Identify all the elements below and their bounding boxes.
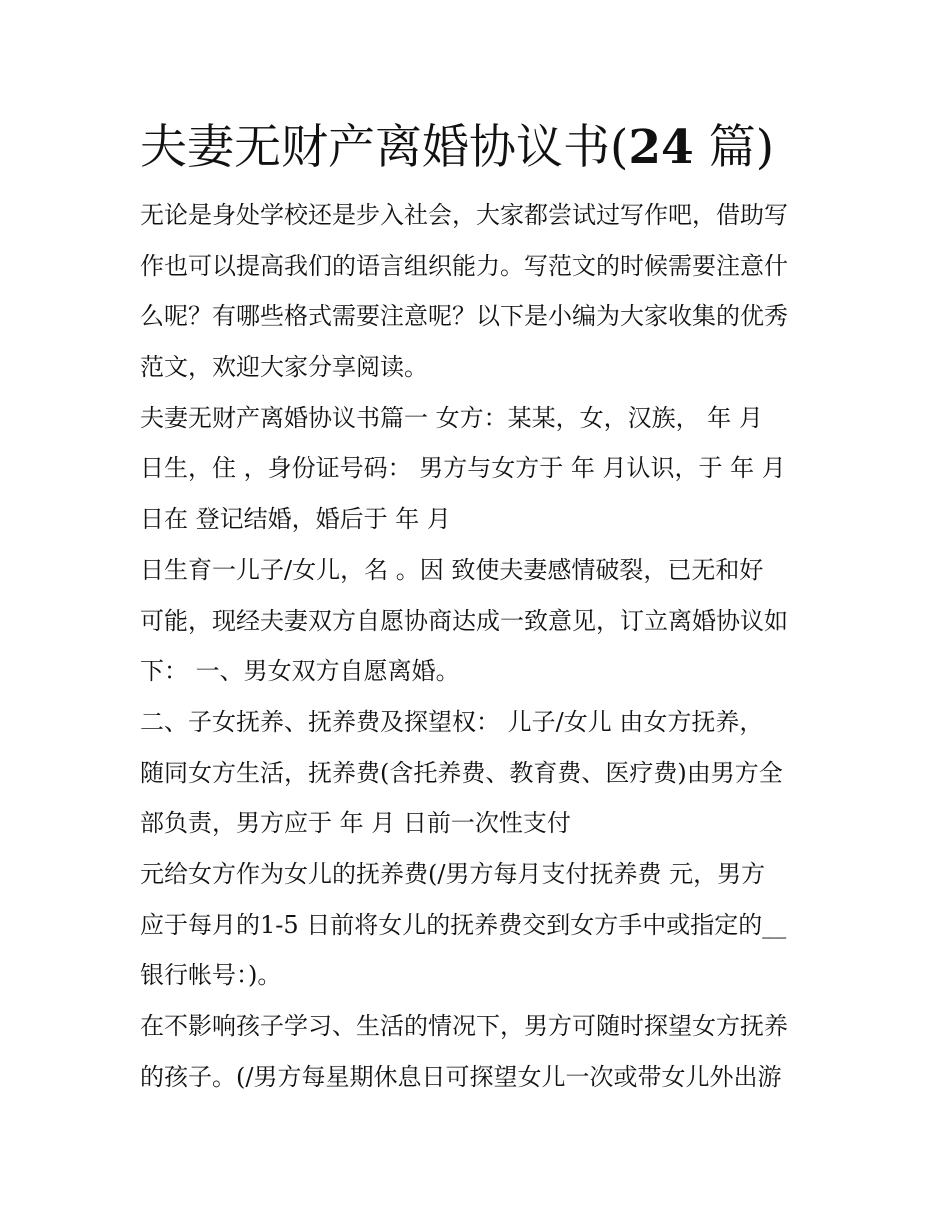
text-line: 应于每月的1-5 日前将女儿的抚养费交到女方手中或指定的__ bbox=[140, 910, 787, 939]
text-line: 银行帐号：)。 bbox=[140, 961, 282, 990]
title-tail: 篇) bbox=[693, 120, 775, 175]
title-count: 24 bbox=[628, 120, 694, 175]
text-line: 范文，欢迎大家分享阅读。 bbox=[140, 353, 428, 382]
text-line: 无论是身处学校还是步入社会，大家都尝试过写作吧，借助写 bbox=[140, 201, 788, 229]
text-line: 日在 登记结婚，婚后于 年 月 bbox=[140, 505, 451, 534]
text-line: 么呢？有哪些格式需要注意呢？以下是小编为大家收集的优秀 bbox=[140, 302, 788, 331]
title-text: 夫妻无财产离婚协议书( bbox=[140, 120, 629, 175]
text-line: 下： 一、男女双方自愿离婚。 bbox=[140, 657, 460, 686]
text-line: 作也可以提高我们的语言组织能力。写范文的时候需要注意什 bbox=[140, 251, 788, 280]
text-line: 日生，住 ，身份证号码： 男方与女方于 年 月认识，于 年 月 bbox=[140, 454, 786, 483]
text-line: 随同女方生活，抚养费(含托养费、教育费、医疗费)由男方全 bbox=[140, 758, 783, 787]
text-line: 在不影响孩子学习、生活的情况下，男方可随时探望女方抚养 bbox=[140, 1012, 788, 1040]
text-line: 可能，现经夫妻双方自愿协商达成一致意见，订立离婚协议如 bbox=[140, 606, 788, 635]
document-page bbox=[140, 112, 830, 1102]
text-line: 部负责，男方应于 年 月 日前一次性支付 bbox=[140, 809, 571, 838]
text-line: 日生育一儿子/女儿，名 。因 致使夫妻感情破裂，已无和好 bbox=[140, 555, 764, 584]
text-line: 的孩子。(/男方每星期休息日可探望女儿一次或带女儿外出游 bbox=[140, 1062, 782, 1091]
text-line: 元给女方作为女儿的抚养费(/男方每月支付抚养费 元，男方 bbox=[140, 859, 766, 888]
document-title bbox=[140, 112, 830, 184]
text-line: 夫妻无财产离婚协议书篇一 女方：某某，女，汉族， 年 月 bbox=[140, 403, 763, 432]
text-line: 二、子女抚养、抚养费及探望权： 儿子/女儿 由女方抚养， bbox=[140, 707, 764, 736]
